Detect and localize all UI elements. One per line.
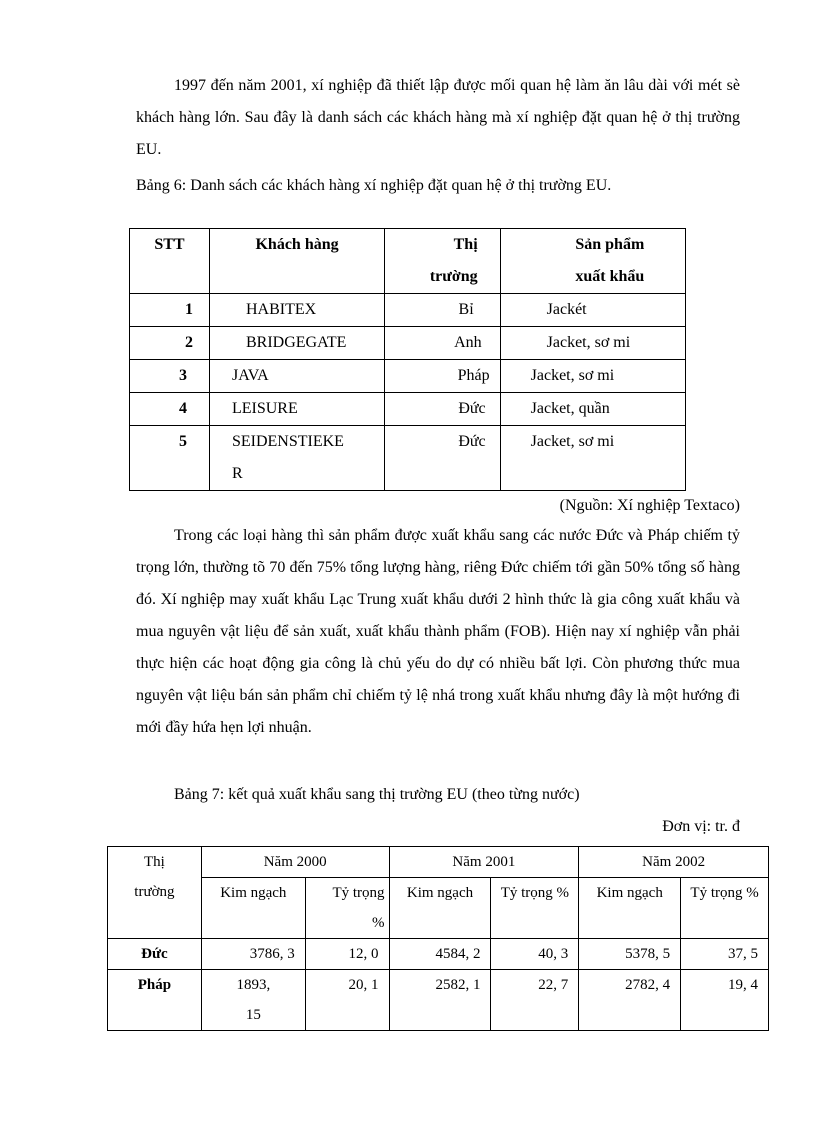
col-header-year-2002: Năm 2002: [579, 847, 769, 878]
cell-product: Jackét: [500, 294, 685, 327]
cell-share: 19, 4: [681, 970, 769, 1031]
cell-value: 1893, 15: [201, 970, 305, 1031]
cell-share: 20, 1: [305, 970, 389, 1031]
col-subheader-value: Kim ngạch: [201, 878, 305, 939]
col-header-stt: STT: [130, 229, 210, 294]
col-subheader-share: Tỷ trọng %: [681, 878, 769, 939]
cell-customer: SEIDENSTIEKE R: [209, 426, 384, 491]
table6-caption: Bảng 6: Danh sách các khách hàng xí nghiệp đặt quan hệ ở thị trường EU.: [136, 177, 612, 194]
table-row: [130, 294, 686, 327]
intro-paragraph: 1997 đến năm 2001, xí nghiệp đã thiết lập được mối quan hệ làm ăn lâu dài với mét sè khách hàng lớn. Sau đây là danh sách các khách hàng mà xí nghiệp đặt quan hệ ở thị trường EU.: [136, 77, 740, 158]
table6-source: (Nguồn: Xí nghiệp Textaco): [559, 497, 740, 514]
col-subheader-value: Kim ngạch: [389, 878, 491, 939]
cell-stt: 4: [130, 393, 210, 426]
cell-market: Đức: [108, 939, 202, 970]
cell-share: 37, 5: [681, 939, 769, 970]
cell-stt: 2: [130, 327, 210, 360]
cell-market: Bỉ: [385, 294, 500, 327]
cell-customer: LEISURE: [209, 393, 384, 426]
cell-market: Pháp: [385, 360, 500, 393]
table7-unit: Đơn vị: tr. đ: [662, 818, 740, 835]
cell-product: Jacket, sơ mi: [500, 426, 685, 491]
cell-product: Jacket, sơ mi: [500, 327, 685, 360]
cell-stt: 1: [130, 294, 210, 327]
cell-market: Đức: [385, 426, 500, 491]
cell-value: 4584, 2: [389, 939, 491, 970]
analysis-paragraph: Trong các loại hàng thì sản phẩm được xuất khẩu sang các nước Đức và Pháp chiếm tỷ trọng lớn, thường tõ 70 đến 75% tổng lượng hàng, riêng Đức chiếm tới gần 50% tổng số hàng đó. Xí nghiệp may xuất khẩu Lạc Trung xuất khẩu dưới 2 hình thức là gia công xuất khẩu và mua nguyên vật liệu để sản xuất, xuất khẩu thành phẩm (FOB). Hiện nay xí nghiệp vẫn phải thực hiện các hoạt động gia công là chủ yếu do dự có nhiều bất lợi. Còn phương thức mua nguyên vật liệu bán sản phẩm chỉ chiếm tỷ lệ nhá trong xuất khẩu nhưng đây là một hướng đi mới đầy hứa hẹn lợi nhuận.: [136, 527, 740, 736]
table-row: [130, 426, 686, 491]
cell-value: 3786, 3: [201, 939, 305, 970]
cell-market: Đức: [385, 393, 500, 426]
table-subheader-row: [108, 878, 769, 939]
cell-market: Anh: [385, 327, 500, 360]
col-header-market: Thị trường: [385, 229, 500, 294]
cell-product: Jacket, quần: [500, 393, 685, 426]
cell-value: 2782, 4: [579, 970, 681, 1031]
cell-stt: 3: [130, 360, 210, 393]
table-row: [130, 360, 686, 393]
col-subheader-share: Tỷ trọng %: [491, 878, 579, 939]
cell-market: Pháp: [108, 970, 202, 1031]
table7-caption: Bảng 7: kết quả xuất khẩu sang thị trường EU (theo từng nước): [174, 786, 580, 803]
col-subheader-share: Tỷ trọng %: [305, 878, 389, 939]
cell-share: 12, 0: [305, 939, 389, 970]
table-row: [108, 939, 769, 970]
col-header-customer: Khách hàng: [209, 229, 384, 294]
cell-customer: HABITEX: [209, 294, 384, 327]
table-header-row: [130, 229, 686, 294]
export-results-table: [107, 846, 769, 1031]
table-row: [130, 327, 686, 360]
col-subheader-value: Kim ngạch: [579, 878, 681, 939]
col-header-year-2001: Năm 2001: [389, 847, 579, 878]
cell-stt: 5: [130, 426, 210, 491]
cell-product: Jacket, sơ mi: [500, 360, 685, 393]
col-header-year-2000: Năm 2000: [201, 847, 389, 878]
cell-customer: JAVA: [209, 360, 384, 393]
table-row: [108, 970, 769, 1031]
col-header-product: Sản phẩm xuất khẩu: [500, 229, 685, 294]
table-header-row: [108, 847, 769, 878]
cell-value: 5378, 5: [579, 939, 681, 970]
col-header-market: Thị trường: [108, 847, 202, 939]
cell-share: 22, 7: [491, 970, 579, 1031]
cell-customer: BRIDGEGATE: [209, 327, 384, 360]
table-row: [130, 393, 686, 426]
cell-share: 40, 3: [491, 939, 579, 970]
customer-table: [129, 228, 686, 491]
cell-value: 2582, 1: [389, 970, 491, 1031]
